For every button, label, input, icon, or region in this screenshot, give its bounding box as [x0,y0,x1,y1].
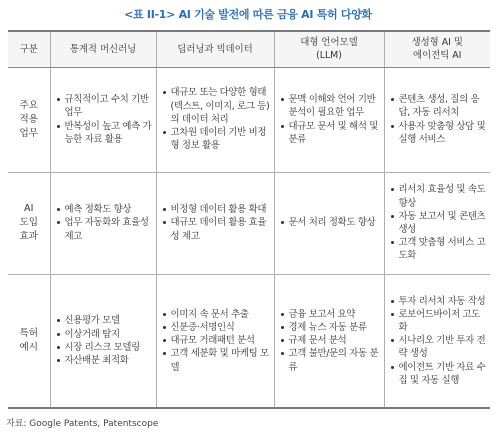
cell-apps-statistical-ml [50,67,156,172]
row-ai-effects [8,172,490,274]
header-generative-agentic-ai: 생성형 AI 및 에이전틱 AI [384,31,490,67]
row-main-applications [8,67,490,172]
list-item: 자산배분 최적화 [56,354,152,367]
list-item: 금융 보고서 요약 [280,308,380,321]
list-item: 에이전트 기반 자료 수집 및 자동 실행 [390,361,487,387]
cell-effects-statistical-ml [50,172,156,274]
cell-apps-deep-learning [156,67,274,172]
list-item: 이상거래 탐지 [56,328,152,341]
row-label-patent-examples: 특허 예시 [8,274,50,408]
table-title: <표 II-1> AI 기술 발전에 따른 금융 AI 특허 다양화 [124,8,372,21]
list-item: 리서치 효율성 및 속도 향상 [390,183,487,209]
list-item: 시장 리스크 모델링 [56,341,152,354]
list-item: 사용자 맞춤형 상담 및 실행 서비스 [390,120,487,146]
cell-examples-generative-ai [384,274,490,408]
header-statistical-ml: 통계적 머신러닝 [50,31,156,67]
row-label-ai-effects: AI 도입 효과 [8,172,50,274]
cell-examples-llm [274,274,384,408]
list-item: 고차원 데이터 기반 비정형 정보 활용 [162,126,270,152]
list-item: 투자 리서치 자동 작성 [390,295,487,308]
cell-apps-llm [274,67,384,172]
list-item: 신용평가 모델 [56,314,152,327]
patent-table [8,30,490,409]
list-item: 이미지 속 문서 추출 [162,308,270,321]
cell-examples-deep-learning [156,274,274,408]
list-item: 자동 보고서 및 콘텐츠 생성 [390,210,487,236]
header-row [8,31,490,67]
list-item: 대규모 문서 및 해석 및 분류 [280,120,380,146]
list-item: 문맥 이해와 언어 기반 분석이 필요한 업무 [280,93,380,119]
cell-effects-generative-ai [384,172,490,274]
list-item: 고객 맞춤형 서비스 고도화 [390,236,487,262]
list-item: 예측 정확도 향상 [56,203,152,216]
list-item: 비정형 데이터 활용 확대 [162,203,270,216]
list-item: 규칙적이고 수치 기반 업무 [56,93,152,119]
list-item: 고객 불만/문의 자동 분류 [280,347,380,373]
list-item: 대규모 거래패턴 분석 [162,334,270,347]
list-item: 로보어드바이저 고도화 [390,308,487,334]
cell-apps-generative-ai [384,67,490,172]
cell-examples-statistical-ml [50,274,156,408]
list-item: 문서 처리 정확도 향상 [280,216,380,229]
row-label-main-applications: 주요 적용 업무 [8,67,50,172]
header-category: 구분 [8,31,50,67]
header-deep-learning: 딥러닝과 빅데이터 [156,31,274,67]
source-note: 자료: Google Patents, Patentscope [6,419,159,429]
list-item: 콘텐츠 생성, 질의 응답, 자동 리서치 [390,93,487,119]
list-item: 규제 문서 분석 [280,334,380,347]
cell-effects-llm [274,172,384,274]
cell-effects-deep-learning [156,172,274,274]
list-item: 대규모 또는 다양한 형태(텍스트, 이미지, 로그 등)의 데이터 처리 [162,86,270,126]
list-item: 경제 뉴스 자동 분류 [280,321,380,334]
list-item: 업무 자동화와 효율성 제고 [56,216,152,242]
list-item: 신분증·서명인식 [162,321,270,334]
list-item: 반복성이 높고 예측 가능한 자료 활용 [56,120,152,146]
list-item: 고객 세분화 및 마케팅 모델 [162,347,270,373]
header-llm: 대형 언어모델 (LLM) [274,31,384,67]
row-patent-examples [8,274,490,408]
list-item: 대규모 데이터 활용 효율성 제고 [162,216,270,242]
list-item: 시나리오 기반 투자 전략 생성 [390,334,487,360]
